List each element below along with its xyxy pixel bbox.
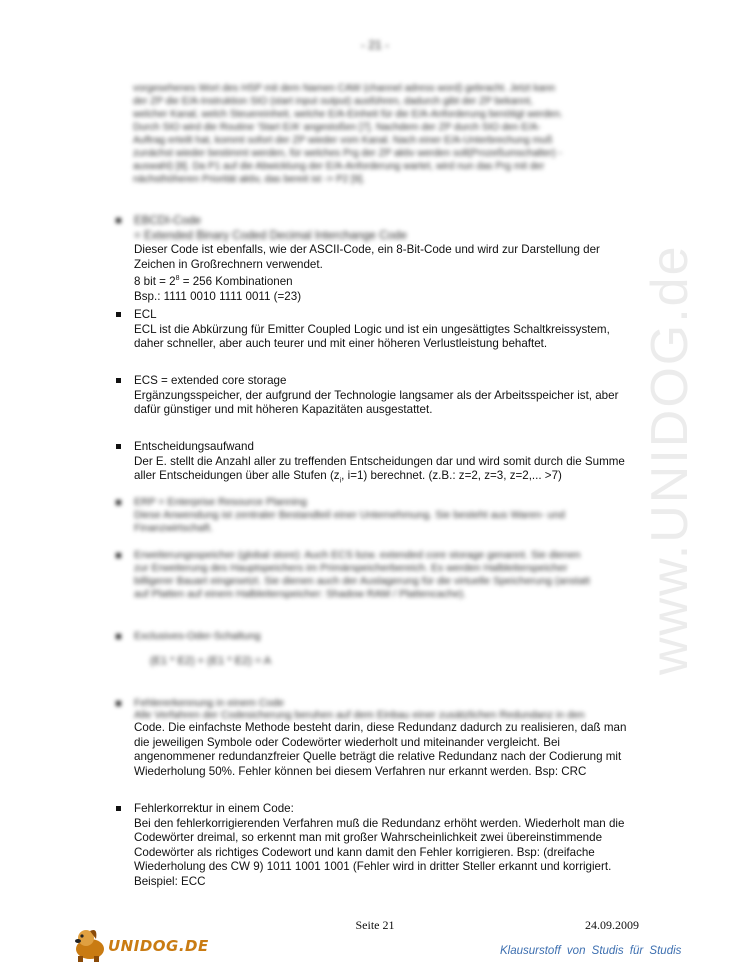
- list-item-fehlerkorrektur: [116, 802, 646, 890]
- list-item-exklusiv-oder: [116, 630, 646, 643]
- list-item-entscheidungsaufwand: [116, 440, 646, 489]
- text-line: dafür günstiger und mit höheren Kapazitäten ausgestattet.: [134, 403, 433, 417]
- footer-tagline: Klausurstoff von Studis für Studis: [500, 945, 682, 957]
- text-line: auswahl) [8]. Da P1 auf die Abwicklung der E/A-Anforderung wartet, wird nun das Prg mit der: [133, 161, 545, 172]
- text-line: Alle Verfahren der Codesicherung beruhen auf dem Einbau einer zusätzlichen Redundanz in den: [134, 709, 585, 721]
- text-line: Beispiel: ECC: [134, 874, 206, 888]
- text-line: Erweiterungsspeicher (global store): Auch ECS bzw. extended core storage genannt. Sie dienen: [134, 549, 581, 561]
- item-title: Fehlerkorrektur in einem Code:: [134, 802, 294, 815]
- text-line: Code. Die einfachste Methode besteht darin, diese Redundanz dadurch zu realisieren, daß man: [134, 721, 627, 734]
- footer-page-label: Seite 21: [355, 918, 395, 932]
- text-line: Bei den fehlerkorrigierenden Verfahren muß die Redundanz erhöht werden. Wiederholt man die: [134, 816, 625, 830]
- item-title: EBCDI-Code: [134, 214, 202, 227]
- text-line: daher schneller, aber auch teurer und mit einer höheren Verlustleistung behaftet.: [134, 337, 548, 351]
- text-line: Diese Anwendung ist zentraler Bestandteil einer Unternehmung. Sie besteht aus Waren- und: [134, 509, 565, 521]
- bullet: [116, 634, 121, 639]
- bullet: [116, 701, 121, 706]
- item-title: Entscheidungsaufwand: [134, 440, 254, 453]
- text-line: aller Entscheidungen über alle Stufen ($z_i$, i=1) berechnet. (z.B.: z=2, z=3, z=2,... >7): [134, 469, 562, 485]
- bullet: [116, 500, 121, 505]
- text-line: zur Erweiterung des Hauptspeichers im Primärspeicherbereich. Es werden Halbleiterspeicher: [134, 562, 568, 574]
- text-line: billigerer Bauart eingesetzt. Sie dienen auch der Auslagerung für die virtuelle Speicherung (anstatt: [134, 575, 590, 587]
- watermark: www.UNIDOG.de: [641, 244, 699, 676]
- text-line: Codewörter dreimal, so erkennt man mit großer Wahrscheinlichkeit zwei übereinstimmende: [134, 831, 603, 845]
- item-title: Fehlererkennung in einem Code: [134, 697, 285, 709]
- intro-paragraph: [133, 82, 633, 186]
- footer-date: 24.09.2009: [585, 918, 639, 932]
- bullet: [116, 806, 121, 811]
- logo-text: UNIDOG.DE: [108, 937, 209, 955]
- text-line: Finanzwirtschaft.: [134, 522, 213, 534]
- item-title: Exclusives-Oder-Schaltung: [134, 630, 261, 642]
- bullet: [116, 553, 121, 558]
- bullet: [116, 378, 121, 383]
- text-line: Ergänzungsspeicher, der aufgrund der Technologie langsamer als der Arbeitsspeicher ist, aber: [134, 388, 619, 402]
- text-line: zunächst wieder bestimmt werden, für welches Prg der ZP aktiv werden soll(Prozeßumschalter) -: [133, 148, 562, 159]
- page-number-top: - 21 -: [360, 38, 389, 52]
- text-line: angenommener redundanzfreier Quelle beträgt die relative Redundanz nach der Codierung mit: [134, 750, 622, 764]
- list-item-ecs: [116, 374, 646, 418]
- list-item-ebcdic: [116, 214, 646, 304]
- text-line: vorgesehenes Wort des HSP mit dem Namen CAW (channel adress word) gebracht. Jetzt kann: [133, 83, 556, 94]
- text-line: Zeichen in Großrechnern verwendet.: [134, 257, 323, 271]
- text-line: welcher Kanal, welch Steuereinheit, welche E/A-Einheit für die E/A-Anforderung benötigt werden.: [133, 109, 563, 120]
- text-line: der ZP die E/A-Instruktion SIO (start input output) ausführen, dadurch gibt der ZP bekannt,: [133, 96, 533, 107]
- text-line: 8 bit = $2^8 = 256$ Kombinationen: [134, 275, 293, 289]
- item-title: ERP = Enterprise Resource Planning: [134, 496, 307, 508]
- bullet: [116, 444, 121, 449]
- list-item-ecl: [116, 308, 646, 352]
- text-line: Bsp.: 1111 0010 1111 0011 (=23): [134, 289, 302, 303]
- formula: (E1 * E2) + (E1 * E2) = A: [150, 655, 272, 667]
- text-line: die jeweiligen Symbole oder Codewörter wiederholt und miteinander vergleicht. Bei: [134, 735, 560, 749]
- text-line: Wiederholung 50%. Fehler können bei diesem Verfahren nur erkannt werden. Bsp: CRC: [134, 764, 587, 778]
- text-line: Durch SIO wird die Routine 'Start E/A' angestoßen [7]. Nachdem der ZP durch SIO den E/A-: [133, 122, 541, 133]
- text-line: Wiederholung des CW 9) 1011 1001 1001 (Fehler wird in dritter Steller erkannt und korrigiert.: [134, 860, 612, 874]
- text-line: auf Platten auf einem Halbleiterspeicher: Shadow RAM / Plattencache).: [134, 588, 467, 600]
- bullet: [116, 218, 121, 223]
- text-line: Codewörter als richtiges Codewort und kann damit den Fehler korrigieren. Bsp: (dreifache: [134, 845, 595, 859]
- item-title: ECS = extended core storage: [134, 374, 287, 387]
- bullet: [116, 312, 121, 317]
- text-line: ECL ist die Abkürzung für Emitter Coupled Logic und ist ein ungesättigtes Schaltkreissystem,: [134, 322, 610, 336]
- list-item-erp: [116, 496, 646, 535]
- text-line: Der E. stellt die Anzahl aller zu treffenden Entscheidungen dar und wird somit durch die Summe: [134, 454, 625, 468]
- list-item-fehlererkennung: [116, 697, 646, 779]
- text-line: Auftrag erteilt hat, kommt sofort der ZP wieder vom Kanal. Nach einer E/A-Unterbrechung muß: [133, 135, 553, 146]
- item-title: ECL: [134, 308, 157, 321]
- list-item-erweiterungsspeicher: [116, 549, 646, 601]
- text-line: Dieser Code ist ebenfalls, wie der ASCII-Code, ein 8-Bit-Code und wird zur Darstellung der: [134, 243, 600, 257]
- text-line: nächsthöheren Priorität aktiv, das bereit ist -> P2 [9].: [133, 174, 365, 185]
- item-subtitle: = Extended Binary Coded Decimal Interchange Code: [134, 228, 407, 242]
